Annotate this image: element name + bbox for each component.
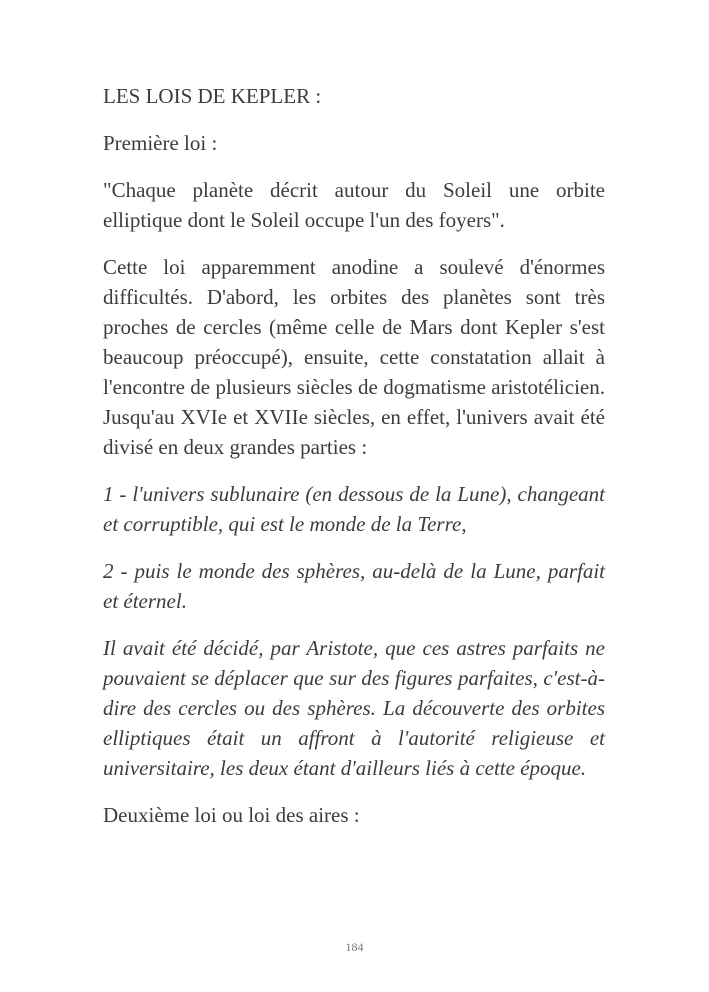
page-number: 184 [345,940,364,954]
subheading-deuxieme-loi: Deuxième loi ou loi des aires : [103,803,360,827]
subheading-premiere-loi: Première loi : [103,131,218,155]
paragraph-sublunar-world: 1 - l'univers sublunaire (en dessous de la Lune), changeant et corruptible, qui est le monde de la Terre, [103,482,605,536]
paragraph-aristotle-decision: Il avait été décidé, par Aristote, que ces astres parfaits ne pouvaient se déplacer que sur des figures parfaites, c'est-à-dire des cercles ou des sphères. La découverte des orbites elliptiques était un affront à l'autorité religieuse et universitaire, les deux étant d'ailleurs liés à cette époque. [103,636,605,780]
paragraph-first-law-quote: "Chaque planète décrit autour du Soleil une orbite elliptique dont le Soleil occupe l'un des foyers". [103,178,605,232]
paragraph-commentary-difficulties: Cette loi apparemment anodine a soulevé d'énormes difficultés. D'abord, les orbites des planètes sont très proches de cercles (même celle de Mars dont Kepler s'est beaucoup préoccupé), ensuite, cette constatation allait à l'encontre de plusieurs siècles de dogmatisme aristotélicien. Jusqu'au XVIe et XVIIe siècles, en effet, l'univers avait été divisé en deux grandes parties : [103,255,605,459]
section-title-les-lois-de-kepler: LES LOIS DE KEPLER : [103,84,322,108]
paragraph-sphere-world: 2 - puis le monde des sphères, au-delà de la Lune, parfait et éternel. [103,559,605,613]
